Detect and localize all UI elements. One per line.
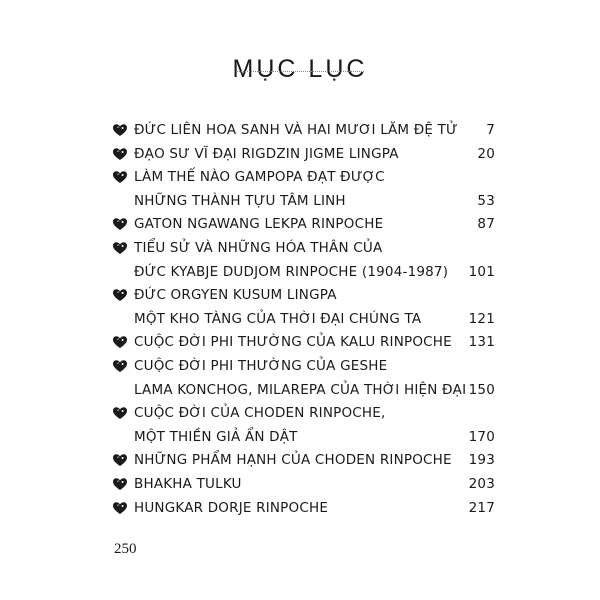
- toc-entry-title: MỘT KHO TÀNG CỦA THỜI ĐẠI CHÚNG TA: [134, 310, 422, 327]
- heart-bullet-icon: [112, 335, 128, 349]
- page-title: MỤC LỤC: [232, 54, 368, 83]
- toc-entry-page: 193: [468, 452, 495, 469]
- heart-bullet-icon: [112, 217, 128, 231]
- toc-entry-title: CUỘC ĐỜI CỦA CHODEN RINPOCHE,: [134, 405, 386, 422]
- toc-entry-title: ĐỨC ORGYEN KUSUM LINGPA: [134, 287, 337, 304]
- toc-entry-line: [0, 448, 600, 472]
- toc-entry-line: [0, 472, 600, 496]
- toc-entry-line: [0, 165, 600, 189]
- toc-entry-line: [0, 330, 600, 354]
- toc-entry-title: LÀM THẾ NÀO GAMPOPA ĐẠT ĐƯỢC: [134, 169, 385, 186]
- heart-bullet-icon: [112, 170, 128, 184]
- toc-entry-page: 170: [468, 428, 495, 445]
- toc-entry-page: 217: [468, 499, 495, 516]
- toc-entry-line: [0, 378, 600, 402]
- toc-entry-title: ĐỨC KYABJE DUDJOM RINPOCHE (1904-1987): [134, 263, 449, 280]
- toc-entry-line: [0, 307, 600, 331]
- toc-entry-line: [0, 425, 600, 449]
- toc-entry-line: [0, 189, 600, 213]
- toc-entry-page: 101: [468, 263, 495, 280]
- toc-entry-title: HUNGKAR DORJE RINPOCHE: [134, 499, 329, 516]
- toc-entry-title: BHAKHA TULKU: [134, 476, 242, 492]
- heart-bullet-icon: [112, 501, 128, 515]
- toc-entry-title: NHỮNG THÀNH TỰU TÂM LINH: [134, 192, 346, 209]
- toc-entry-page: 7: [486, 122, 495, 138]
- heart-bullet-icon: [112, 123, 128, 137]
- toc-entry-page: 150: [468, 381, 495, 398]
- toc-entry-page: 203: [468, 476, 495, 492]
- toc-entry-line: [0, 496, 600, 520]
- toc-entry-title: MỘT THIỀN GIẢ ẨN DẬT: [134, 428, 298, 445]
- toc-entry-line: [0, 118, 600, 142]
- heart-bullet-icon: [112, 359, 128, 373]
- heart-bullet-icon: [112, 406, 128, 420]
- toc-entry-page: 87: [477, 216, 495, 233]
- toc-entry-line: [0, 283, 600, 307]
- toc-entry-line: [0, 142, 600, 166]
- heart-bullet-icon: [112, 477, 128, 491]
- heart-bullet-icon: [112, 147, 128, 161]
- toc-entry-title: ĐỨC LIÊN HOA SANH VÀ HAI MƯƠI LĂM ĐỆ TỬ: [134, 122, 458, 138]
- toc-entry-line: [0, 401, 600, 425]
- heart-bullet-icon: [112, 288, 128, 302]
- heart-bullet-icon: [112, 453, 128, 467]
- toc-entry-line: [0, 236, 600, 260]
- heart-bullet-icon: [112, 241, 128, 255]
- toc-entry-page: 20: [477, 145, 495, 162]
- page-number-folio: 250: [114, 541, 137, 557]
- toc-entry-title: ĐẠO SƯ VĨ ĐẠI RIGDZIN JIGME LINGPA: [134, 145, 399, 162]
- toc-entry-title: LAMA KONCHOG, MILAREPA CỦA THỜI HIỆN ĐẠI: [134, 381, 467, 398]
- toc-entry-title: NHỮNG PHẨM HẠNH CỦA CHODEN RINPOCHE: [134, 452, 452, 469]
- toc-entry-line: [0, 354, 600, 378]
- toc-entry-line: [0, 260, 600, 284]
- toc-entry-title: CUỘC ĐỜI PHI THƯỜNG CỦA KALU RINPOCHE: [134, 334, 452, 351]
- toc-entry-page: 131: [468, 334, 495, 351]
- toc-entry-title: CUỘC ĐỜI PHI THƯỜNG CỦA GESHE: [134, 358, 388, 374]
- toc-entry-title: GATON NGAWANG LEKPA RINPOCHE: [134, 216, 384, 233]
- toc-entry-page: 121: [468, 310, 495, 327]
- toc-entry-line: [0, 212, 600, 236]
- toc-entry-title: TIỂU SỬ VÀ NHỮNG HÓA THÂN CỦA: [134, 240, 383, 256]
- toc-entry-page: 53: [477, 192, 495, 209]
